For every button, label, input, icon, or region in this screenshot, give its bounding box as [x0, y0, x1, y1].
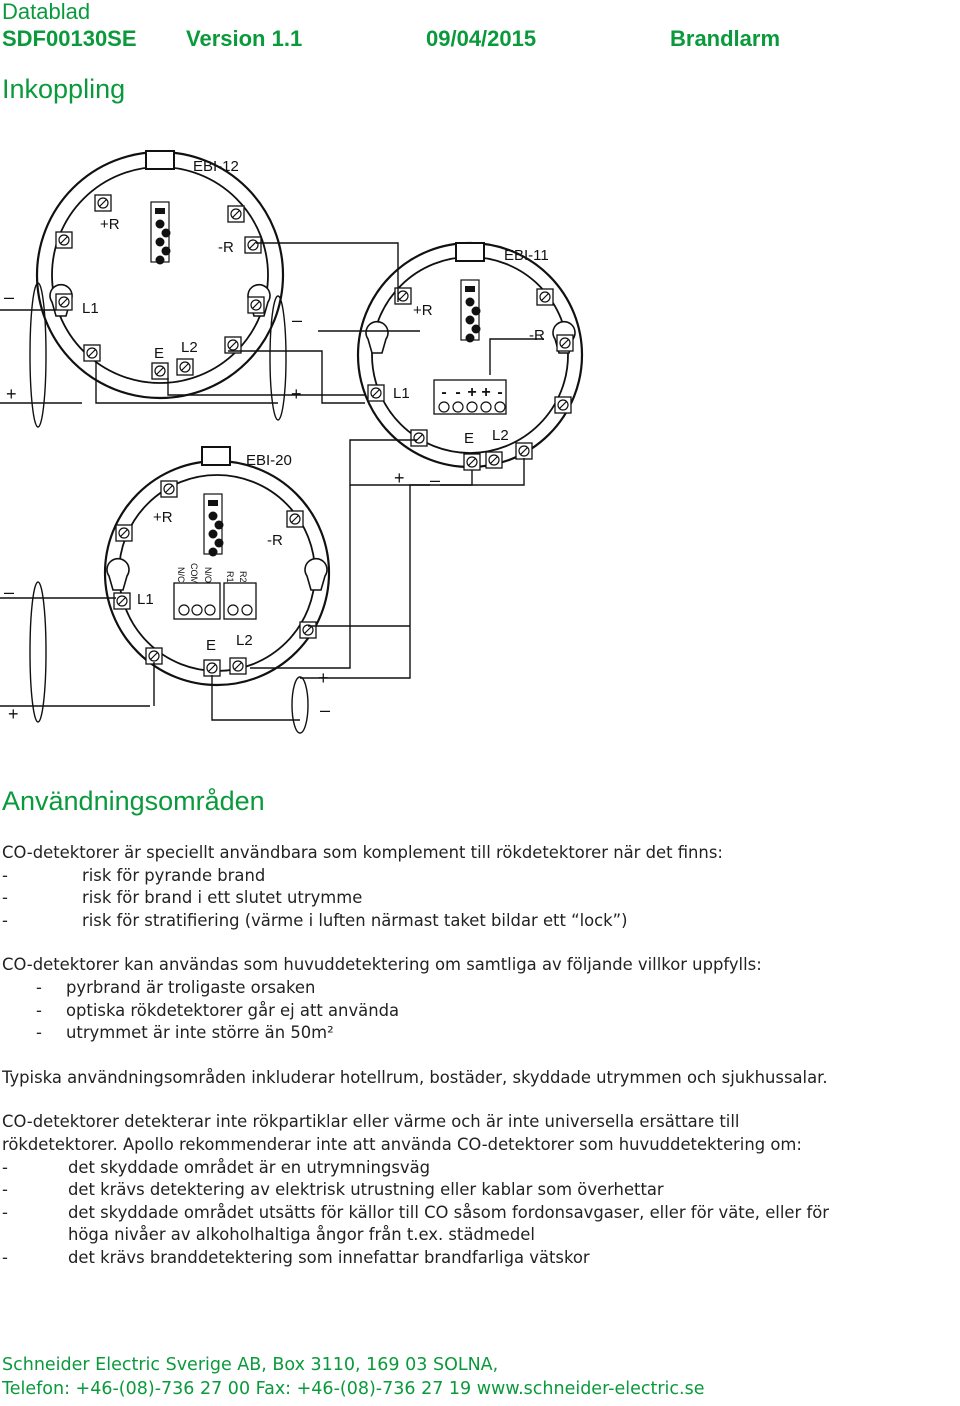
ebi11-plus-r: +R	[413, 302, 433, 319]
p1-item: - risk för pyrande brand	[2, 865, 266, 885]
doc-date: 09/04/2015	[426, 26, 537, 51]
p4-line1: CO-detektorer detekterar inte rökpartiklar eller värme och är inte universella ersättare till	[2, 1112, 740, 1132]
p3-text: Typiska användningsområden inkluderar hotellrum, bostäder, skyddade utrymmen och sjukhussalar.	[2, 1067, 828, 1087]
ebi20-plus-r: +R	[153, 509, 173, 526]
ebi12-l1: L1	[82, 300, 99, 317]
ebi11-minus-r: -R	[529, 327, 545, 344]
pol-plus-3: +	[394, 468, 405, 488]
pol-minus-4: –	[4, 582, 15, 602]
ebi12-minus-r: -R	[218, 239, 234, 256]
ebi11-mark-1: -	[455, 384, 461, 401]
ebi11-e: E	[464, 430, 475, 447]
doc-version: Version 1.1	[186, 26, 303, 51]
applications-body	[2, 842, 829, 1270]
pol-plus-4: +	[8, 704, 19, 724]
pol-minus-3: –	[430, 470, 441, 490]
doc-category: Brandlarm	[670, 26, 781, 51]
p1-intro: CO-detektorer är speciellt användbara som komplement till rökdetektorer när det finns:	[2, 843, 723, 862]
ebi11-l2: L2	[492, 427, 509, 444]
p4-item: - det skyddade området utsätts för källor till CO såsom fordonsavgaser, eller för väte, eller för	[2, 1202, 829, 1222]
footer-contact: Telefon: +46-(08)-736 27 00 Fax: +46-(08)-736 27 19 www.schneider-electric.se	[2, 1379, 705, 1399]
footer-address: Schneider Electric Sverige AB, Box 3110, 169 03 SOLNA,	[2, 1355, 499, 1375]
ebi12-e: E	[154, 345, 165, 362]
p4-item: - det krävs detektering av elektrisk utrustning eller kablar som överhettar	[2, 1180, 664, 1200]
ebi20-name: EBI-20	[246, 452, 292, 469]
ebi11-mark-0: -	[441, 384, 447, 401]
ebi12-plus-r: +R	[100, 216, 120, 233]
ebi11-mark-4: -	[497, 384, 503, 401]
ebi20-relay-nc: N/C	[176, 567, 186, 583]
ebi20-e: E	[206, 637, 217, 654]
ebi20-relay-no: N/O	[203, 567, 213, 584]
p1-item: - risk för brand i ett slutet utrymme	[2, 888, 363, 908]
ebi20-minus-r: -R	[267, 532, 283, 549]
pol-plus-1: +	[6, 384, 17, 404]
pol-plus-2: +	[291, 384, 302, 404]
doc-type: Datablad	[2, 0, 91, 24]
ebi11-mark-3: +	[481, 384, 491, 401]
ebi12-l2: L2	[181, 339, 198, 356]
wiring-diagram	[0, 140, 960, 740]
p4-item-cont: höga nivåer av alkoholhaltiga ångor från t.ex. städmedel	[68, 1225, 535, 1245]
ebi11-l1: L1	[393, 385, 410, 402]
p4-item: - det krävs branddetektering som innefattar brandfarliga vätskor	[2, 1247, 590, 1267]
applications-title: Användningsområden	[2, 786, 265, 816]
wiring-title: Inkoppling	[2, 74, 126, 104]
doc-id: SDF00130SE	[2, 26, 137, 51]
p2-intro: CO-detektorer kan användas som huvuddetektering om samtliga av följande villkor uppfylls:	[2, 955, 762, 975]
base-ebi12	[37, 151, 283, 398]
pol-minus-1: –	[4, 287, 15, 307]
base-ebi11	[358, 243, 582, 470]
ebi11-name: EBI-11	[504, 247, 549, 264]
pol-minus-2: –	[292, 310, 303, 330]
ebi20-l1: L1	[137, 591, 154, 608]
p2-item: - optiska rökdetektorer går ej att använda	[36, 1000, 400, 1020]
p4-item: - det skyddade området är en utrymningsväg	[2, 1157, 431, 1177]
ebi20-relay-r2: R2	[238, 571, 248, 583]
p1-item: - risk för stratifiering (värme i luften närmast taket bildar ett “lock”)	[2, 910, 628, 930]
ebi20-relay-com: COM	[189, 563, 199, 584]
base-ebi20	[105, 447, 329, 685]
p2-item: - pyrbrand är troligaste orsaken	[36, 977, 316, 997]
ebi20-relay-r1: R1	[225, 571, 235, 583]
pol-plus-5: +	[318, 668, 329, 688]
ebi11-mark-2: +	[467, 384, 477, 401]
p2-item: - utrymmet är inte större än 50m²	[36, 1023, 334, 1043]
p4-line2: rökdetektorer. Apollo rekommenderar inte att använda CO-detektorer som huvuddetektering om:	[2, 1134, 802, 1154]
ebi12-name: EBI-12	[193, 158, 239, 175]
pol-minus-5: –	[320, 700, 331, 720]
ebi20-l2: L2	[236, 632, 253, 649]
